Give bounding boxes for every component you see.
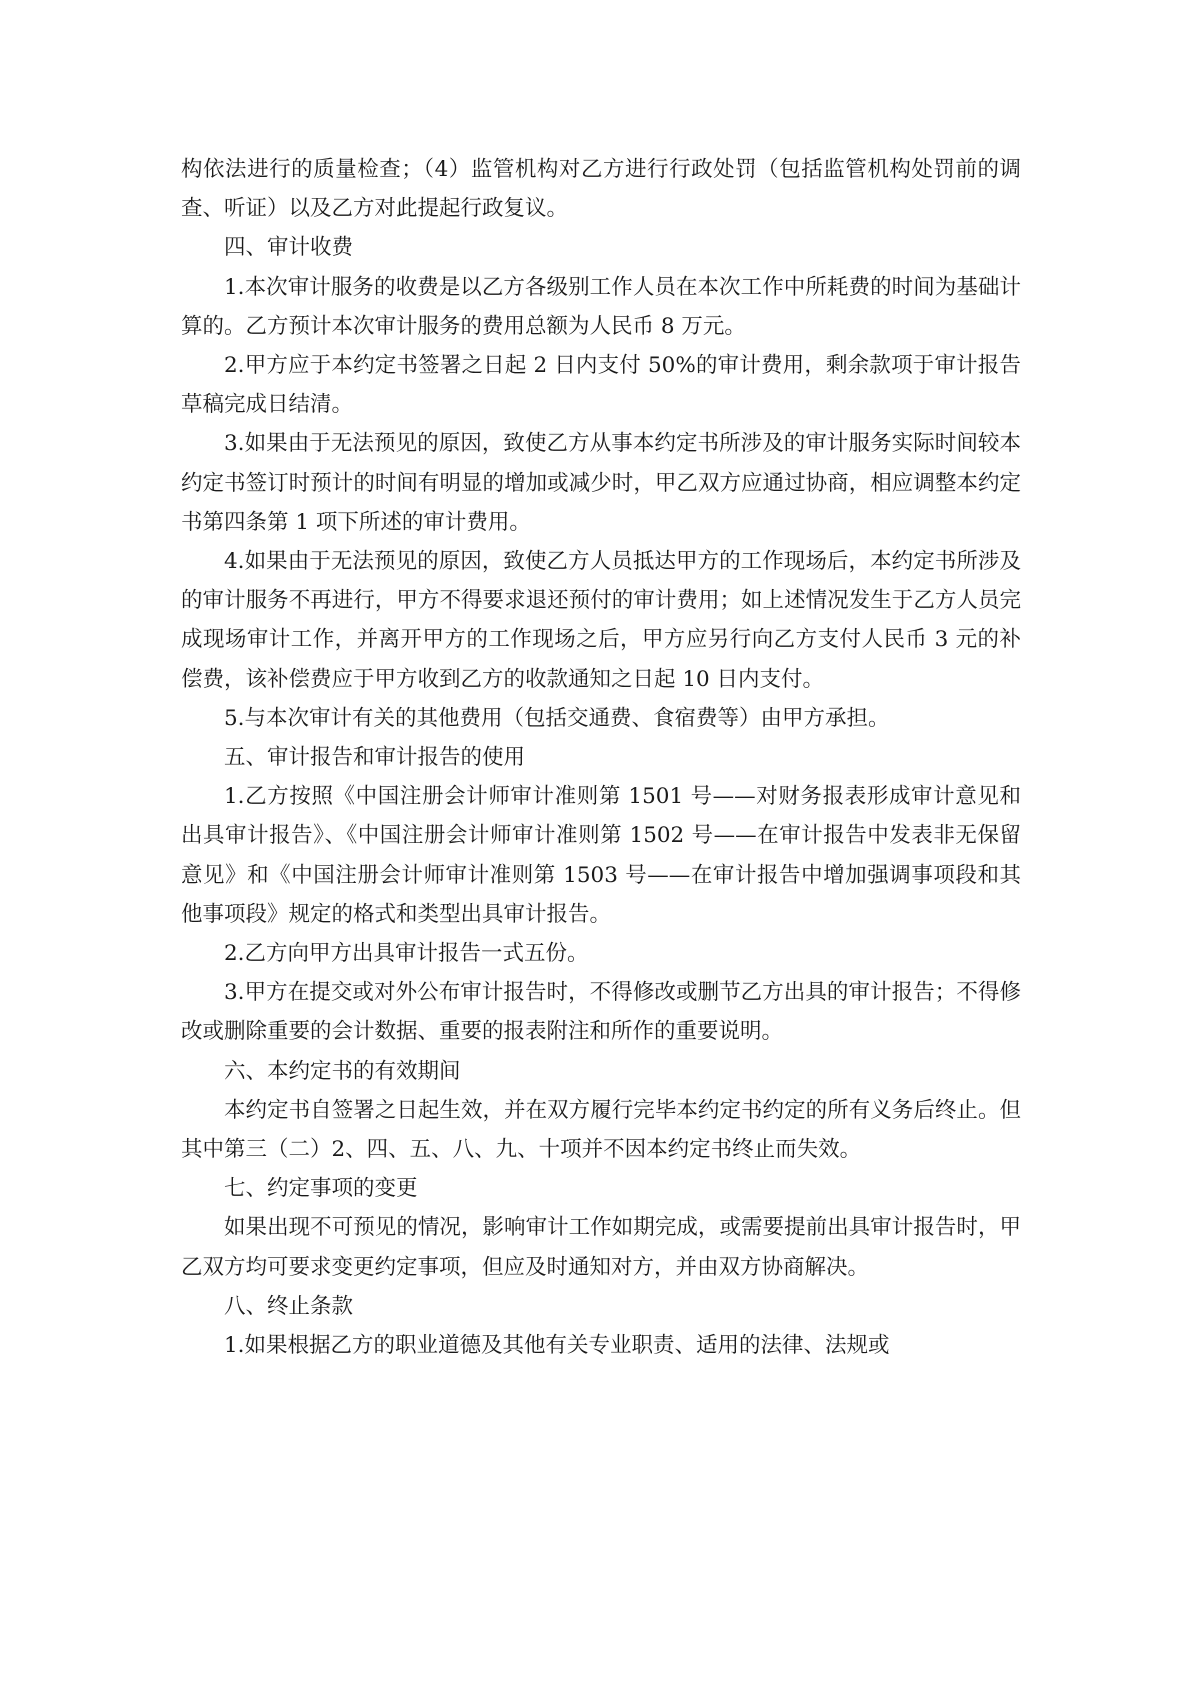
section-heading-audit-report: 五、审计报告和审计报告的使用 <box>224 745 526 771</box>
paragraph-report-standards: 1.乙方按照《中国注册会计师审计准则第 1501 号——对财务报表形成审计意见和出具审计报告》、《中国注册会计师审计准则第 1502 号——在审计报告中发表非无保留意见》和《中国注册会计师审计准则第 1503 号——在审计报告中增加强调事项段和其他事项段》规定的格式和类型出具审计报告。 <box>181 784 1021 927</box>
paragraph-compensation: 4.如果由于无法预见的原因，致使乙方人员抵达甲方的工作现场后，本约定书所涉及的审计服务不再进行，甲方不得要求退还预付的审计费用；如上述情况发生于乙方人员完成现场审计工作，并离开甲方的工作现场之后，甲方应另行向乙方支付人民币 3 元的补偿费，该补偿费应于甲方收到乙方的收款通知之日起 10 日内支付。 <box>181 549 1021 692</box>
paragraph-payment-schedule: 2.甲方应于本约定书签署之日起 2 日内支付 50%的审计费用，剩余款项于审计报告草稿完成日结清。 <box>181 353 1021 418</box>
paragraph-continuation: 构依法进行的质量检查；（4）监管机构对乙方进行行政处罚（包括监管机构处罚前的调查、听证）以及乙方对此提起行政复议。 <box>181 157 1021 222</box>
section-heading-validity-period: 六、本约定书的有效期间 <box>224 1058 461 1084</box>
paragraph-fee-adjustment: 3.如果由于无法预见的原因，致使乙方从事本约定书所涉及的审计服务实际时间较本约定书签订时预计的时间有明显的增加或减少时，甲乙双方应通过协商，相应调整本约定书第四条第 1 项下所述的审计费用。 <box>181 431 1021 535</box>
paragraph-report-use: 3.甲方在提交或对外公布审计报告时，不得修改或删节乙方出具的审计报告；不得修改或删除重要的会计数据、重要的报表附注和所作的重要说明。 <box>181 980 1021 1045</box>
paragraph-report-copies: 2.乙方向甲方出具审计报告一式五份。 <box>224 941 589 967</box>
document-body <box>181 150 1021 1365</box>
section-heading-changes: 七、约定事项的变更 <box>224 1176 418 1202</box>
section-heading-audit-fees: 四、审计收费 <box>224 235 354 261</box>
paragraph-other-expenses: 5.与本次审计有关的其他费用（包括交通费、食宿费等）由甲方承担。 <box>224 705 890 731</box>
paragraph-fee-basis: 1.本次审计服务的收费是以乙方各级别工作人员在本次工作中所耗费的时间为基础计算的。乙方预计本次审计服务的费用总额为人民币 8 万元。 <box>181 274 1021 339</box>
paragraph-termination: 1.如果根据乙方的职业道德及其他有关专业职责、适用的法律、法规或 <box>224 1333 890 1359</box>
paragraph-validity: 本约定书自签署之日起生效，并在双方履行完毕本约定书约定的所有义务后终止。但其中第三（二）2、四、五、八、九、十项并不因本约定书终止而失效。 <box>181 1097 1021 1163</box>
section-heading-termination: 八、终止条款 <box>224 1293 354 1319</box>
paragraph-changes: 如果出现不可预见的情况，影响审计工作如期完成，或需要提前出具审计报告时，甲乙双方均可要求变更约定事项，但应及时通知对方，并由双方协商解决。 <box>181 1215 1021 1280</box>
